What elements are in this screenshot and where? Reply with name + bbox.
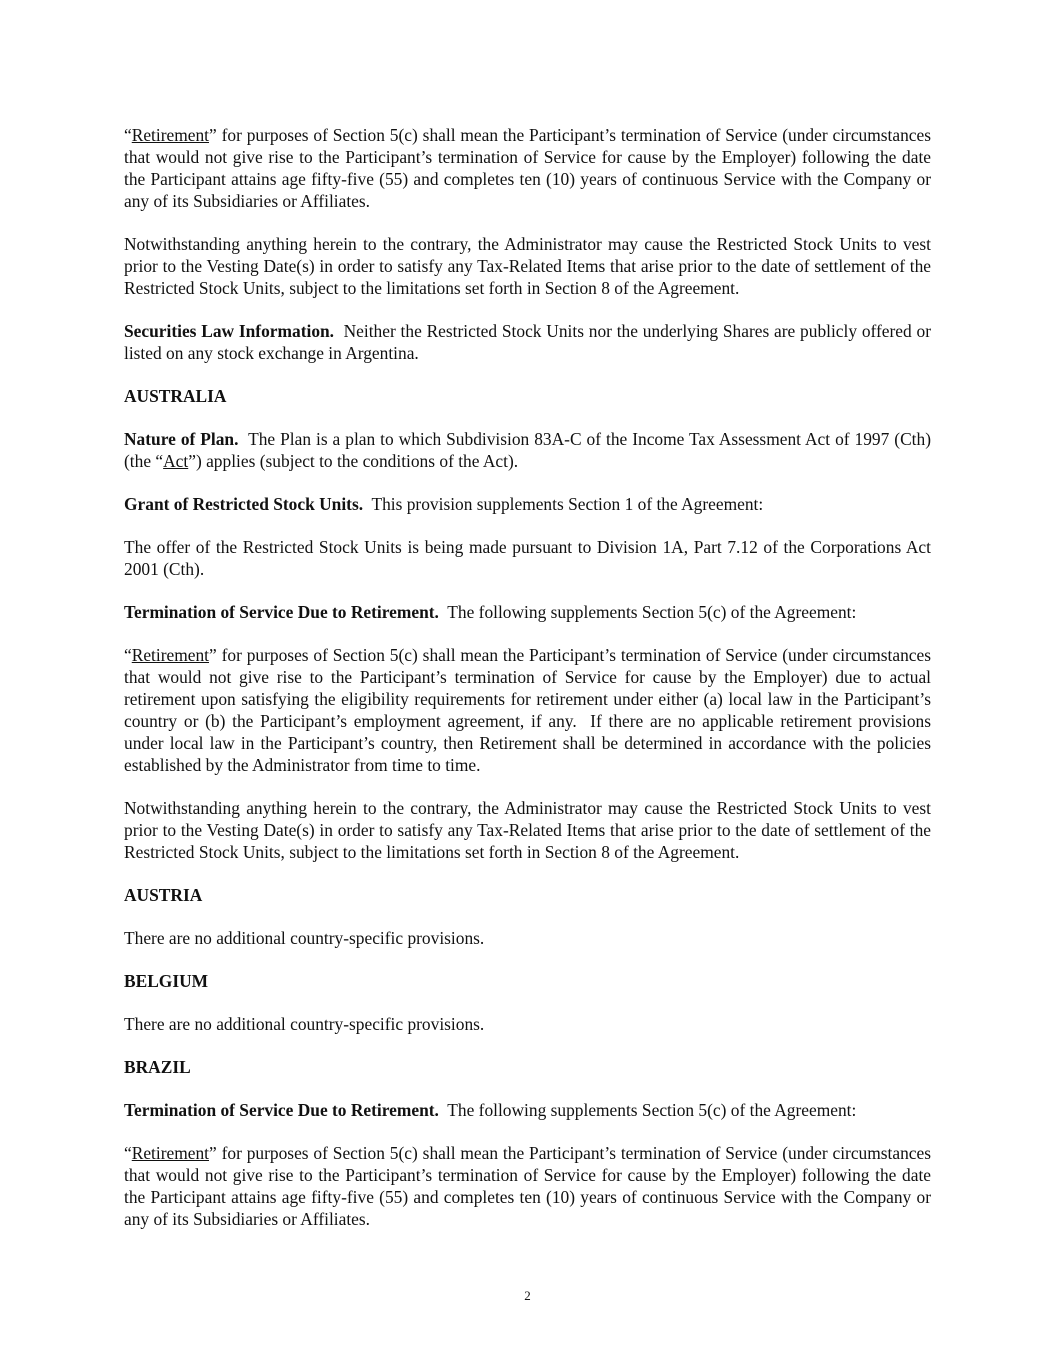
paragraph-text: The following supplements Section 5(c) of the Agreement: [438, 602, 857, 622]
defined-term: Retirement [131, 125, 209, 145]
retirement-definition-paragraph [124, 644, 936, 776]
retirement-definition-paragraph [124, 124, 931, 212]
termination-retirement-paragraph [124, 601, 931, 623]
early-vesting-paragraph: Notwithstanding anything herein to the contrary, the Administrator may cause the Restricted Stock Units to vest prior to the Vesting Date(s) in order to satisfy any Tax-Related Items that arise prior to the date of settlement of the Restricted Stock Units, subject to the limitations set forth in Section 8 of the Agreement. [124, 798, 931, 862]
retirement-definition-paragraph [124, 1142, 931, 1230]
defined-term: Retirement [131, 1143, 209, 1163]
securities-law-paragraph [124, 320, 936, 364]
paragraph-heading: Grant of Restricted Stock Units. [124, 494, 364, 514]
country-heading-belgium: BELGIUM [124, 971, 209, 991]
paragraph-text: The following supplements Section 5(c) of the Agreement: [438, 1100, 857, 1120]
no-provisions-paragraph: There are no additional country-specific provisions. [124, 928, 485, 948]
open-quote: “ [124, 645, 132, 665]
open-quote: “ [124, 1143, 132, 1163]
paragraph-heading: Nature of Plan. [124, 429, 239, 449]
nature-of-plan-paragraph [124, 428, 936, 472]
country-heading-australia: AUSTRALIA [124, 386, 227, 406]
paragraph-text: Neither the Restricted Stock Units nor the underlying Shares are publicly offered or listed on any stock exchange in Argentina. [124, 321, 936, 363]
country-heading-austria: AUSTRIA [124, 885, 203, 905]
early-vesting-paragraph: Notwithstanding anything herein to the contrary, the Administrator may cause the Restricted Stock Units to vest prior to the Vesting Date(s) in order to satisfy any Tax-Related Items that arise prior to the date of settlement of the Restricted Stock Units, subject to the limitations set forth in Section 8 of the Agreement. [124, 234, 931, 298]
grant-of-rsu-paragraph [124, 493, 931, 515]
open-quote: “ [124, 125, 132, 145]
paragraph-text: This provision supplements Section 1 of the Agreement: [363, 494, 764, 514]
country-heading-brazil: BRAZIL [124, 1057, 191, 1077]
paragraph-heading: Termination of Service Due to Retirement. [124, 1100, 439, 1120]
termination-retirement-paragraph [124, 1099, 931, 1121]
paragraph-text: The Plan is a plan to which Subdivision 83A-C of the Income Tax Assessment Act of 1997 (Cth) (the “ [124, 429, 936, 471]
paragraph-text: ” for purposes of Section 5(c) shall mean the Participant’s termination of Service (under circumstances that would not give rise to the Participant’s termination of Service for cause by the Employer) following the date the Participant attains age fifty-five (55) and completes ten (10) years of continuous Service with the Company or any of its Subsidiaries or Affiliates. [124, 125, 931, 211]
defined-term: Retirement [131, 645, 209, 665]
paragraph-text: ” for purposes of Section 5(c) shall mean the Participant’s termination of Service (under circumstances that would not give rise to the Participant’s termination of Service for cause by the Employer) following the date the Participant attains age fifty-five (55) and completes ten (10) years of continuous Service with the Company or any of its Subsidiaries or Affiliates. [124, 1143, 931, 1229]
offer-paragraph: The offer of the Restricted Stock Units is being made pursuant to Division 1A, Part 7.12 of the Corporations Act 2001 (Cth). [124, 537, 931, 579]
paragraph-heading: Termination of Service Due to Retirement. [124, 602, 439, 622]
defined-term: Act [163, 451, 189, 471]
document-page [124, 124, 936, 1230]
paragraph-text: ” for purposes of Section 5(c) shall mean the Participant’s termination of Service (under circumstances that would not give rise to the Participant’s termination of Service for cause by the Employer) due to actual retirement upon satisfying the eligibility requirements for retirement under either (a) local law in the Participant’s country or (b) the Participant’s employment agreement, if any. If there are no applicable retirement provisions under local law in the Participant’s country, then Retirement shall be determined in accordance with the policies established by the Administrator from time to time. [124, 645, 936, 775]
paragraph-heading: Securities Law Information. [124, 321, 335, 341]
no-provisions-paragraph: There are no additional country-specific provisions. [124, 1014, 485, 1034]
paragraph-text: ”) applies (subject to the conditions of the Act). [188, 451, 519, 471]
page-number: 2 [524, 1288, 531, 1303]
